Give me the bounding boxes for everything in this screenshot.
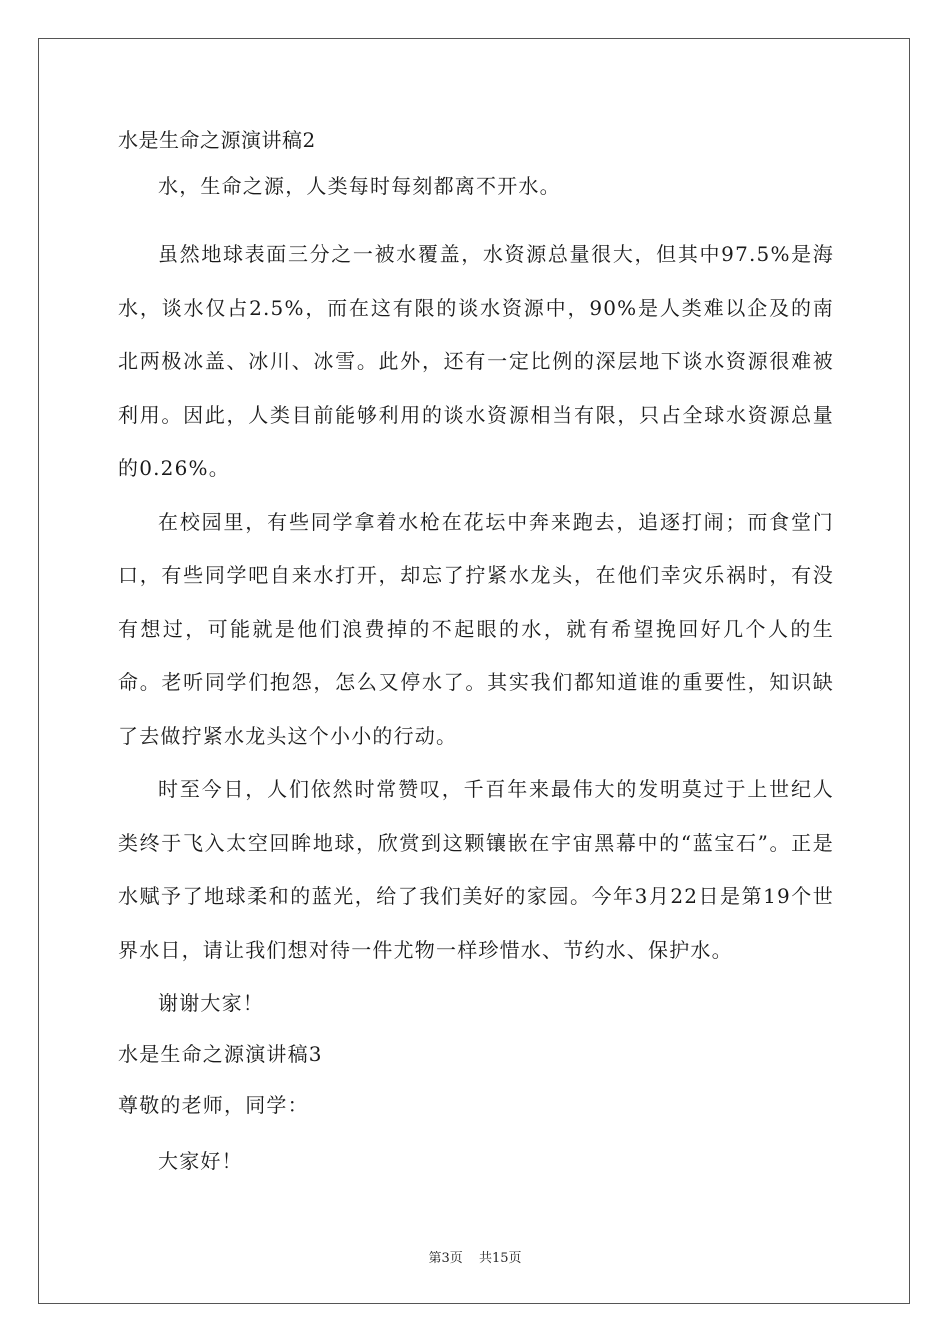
salutation: 尊敬的老师，同学： — [118, 1092, 309, 1117]
page-footer — [0, 1247, 950, 1266]
section-heading-3: 水是生命之源演讲稿3 — [118, 1041, 323, 1066]
page-number: 第3页 — [428, 1251, 463, 1266]
page-total: 共15页 — [478, 1251, 522, 1266]
paragraph-2: 虽然地球表面三分之一被水覆盖，水资源总量很大，但其中97.5%是海水，谈水仅占2.5%，而在这有限的谈水资源中，90%是人类难以企及的南北两极冰盖、冰川、冰雪。此外，还有一定比例的深层地下谈水资源很难被利用。因此，人类目前能够利用的谈水资源相当有限，只占全球水资源总量的0.26%。 — [118, 242, 834, 480]
document-body — [118, 124, 834, 1189]
paragraph-4: 时至今日，人们依然时常赞叹，千百年来最伟大的发明莫过于上世纪人类终于飞入太空回眸地球，欣赏到这颗镶嵌在宇宙黑幕中的“蓝宝石”。正是水赋予了地球柔和的蓝光，给了我们美好的家园。今年3月22日是第19个世界水日，请让我们想对待一件尤物一样珍惜水、节约水、保护水。 — [118, 777, 834, 962]
paragraph-1: 水，生命之源，人类每时每刻都离不开水。 — [158, 174, 561, 198]
paragraph-3: 在校园里，有些同学拿着水枪在花坛中奔来跑去，追逐打闹；而食堂门口，有些同学吧自来水打开，却忘了拧紧水龙头，在他们幸灾乐祸时，有没有想过，可能就是他们浪费掉的不起眼的水，就有希望挽回好几个人的生命。老听同学们抱怨，怎么又停水了。其实我们都知道谁的重要性，知识缺了去做拧紧水龙头这个小小的行动。 — [118, 509, 834, 748]
paragraph-thanks: 谢谢大家！ — [158, 991, 264, 1015]
section-heading-2: 水是生命之源演讲稿2 — [118, 128, 316, 152]
greeting: 大家好！ — [158, 1148, 243, 1173]
